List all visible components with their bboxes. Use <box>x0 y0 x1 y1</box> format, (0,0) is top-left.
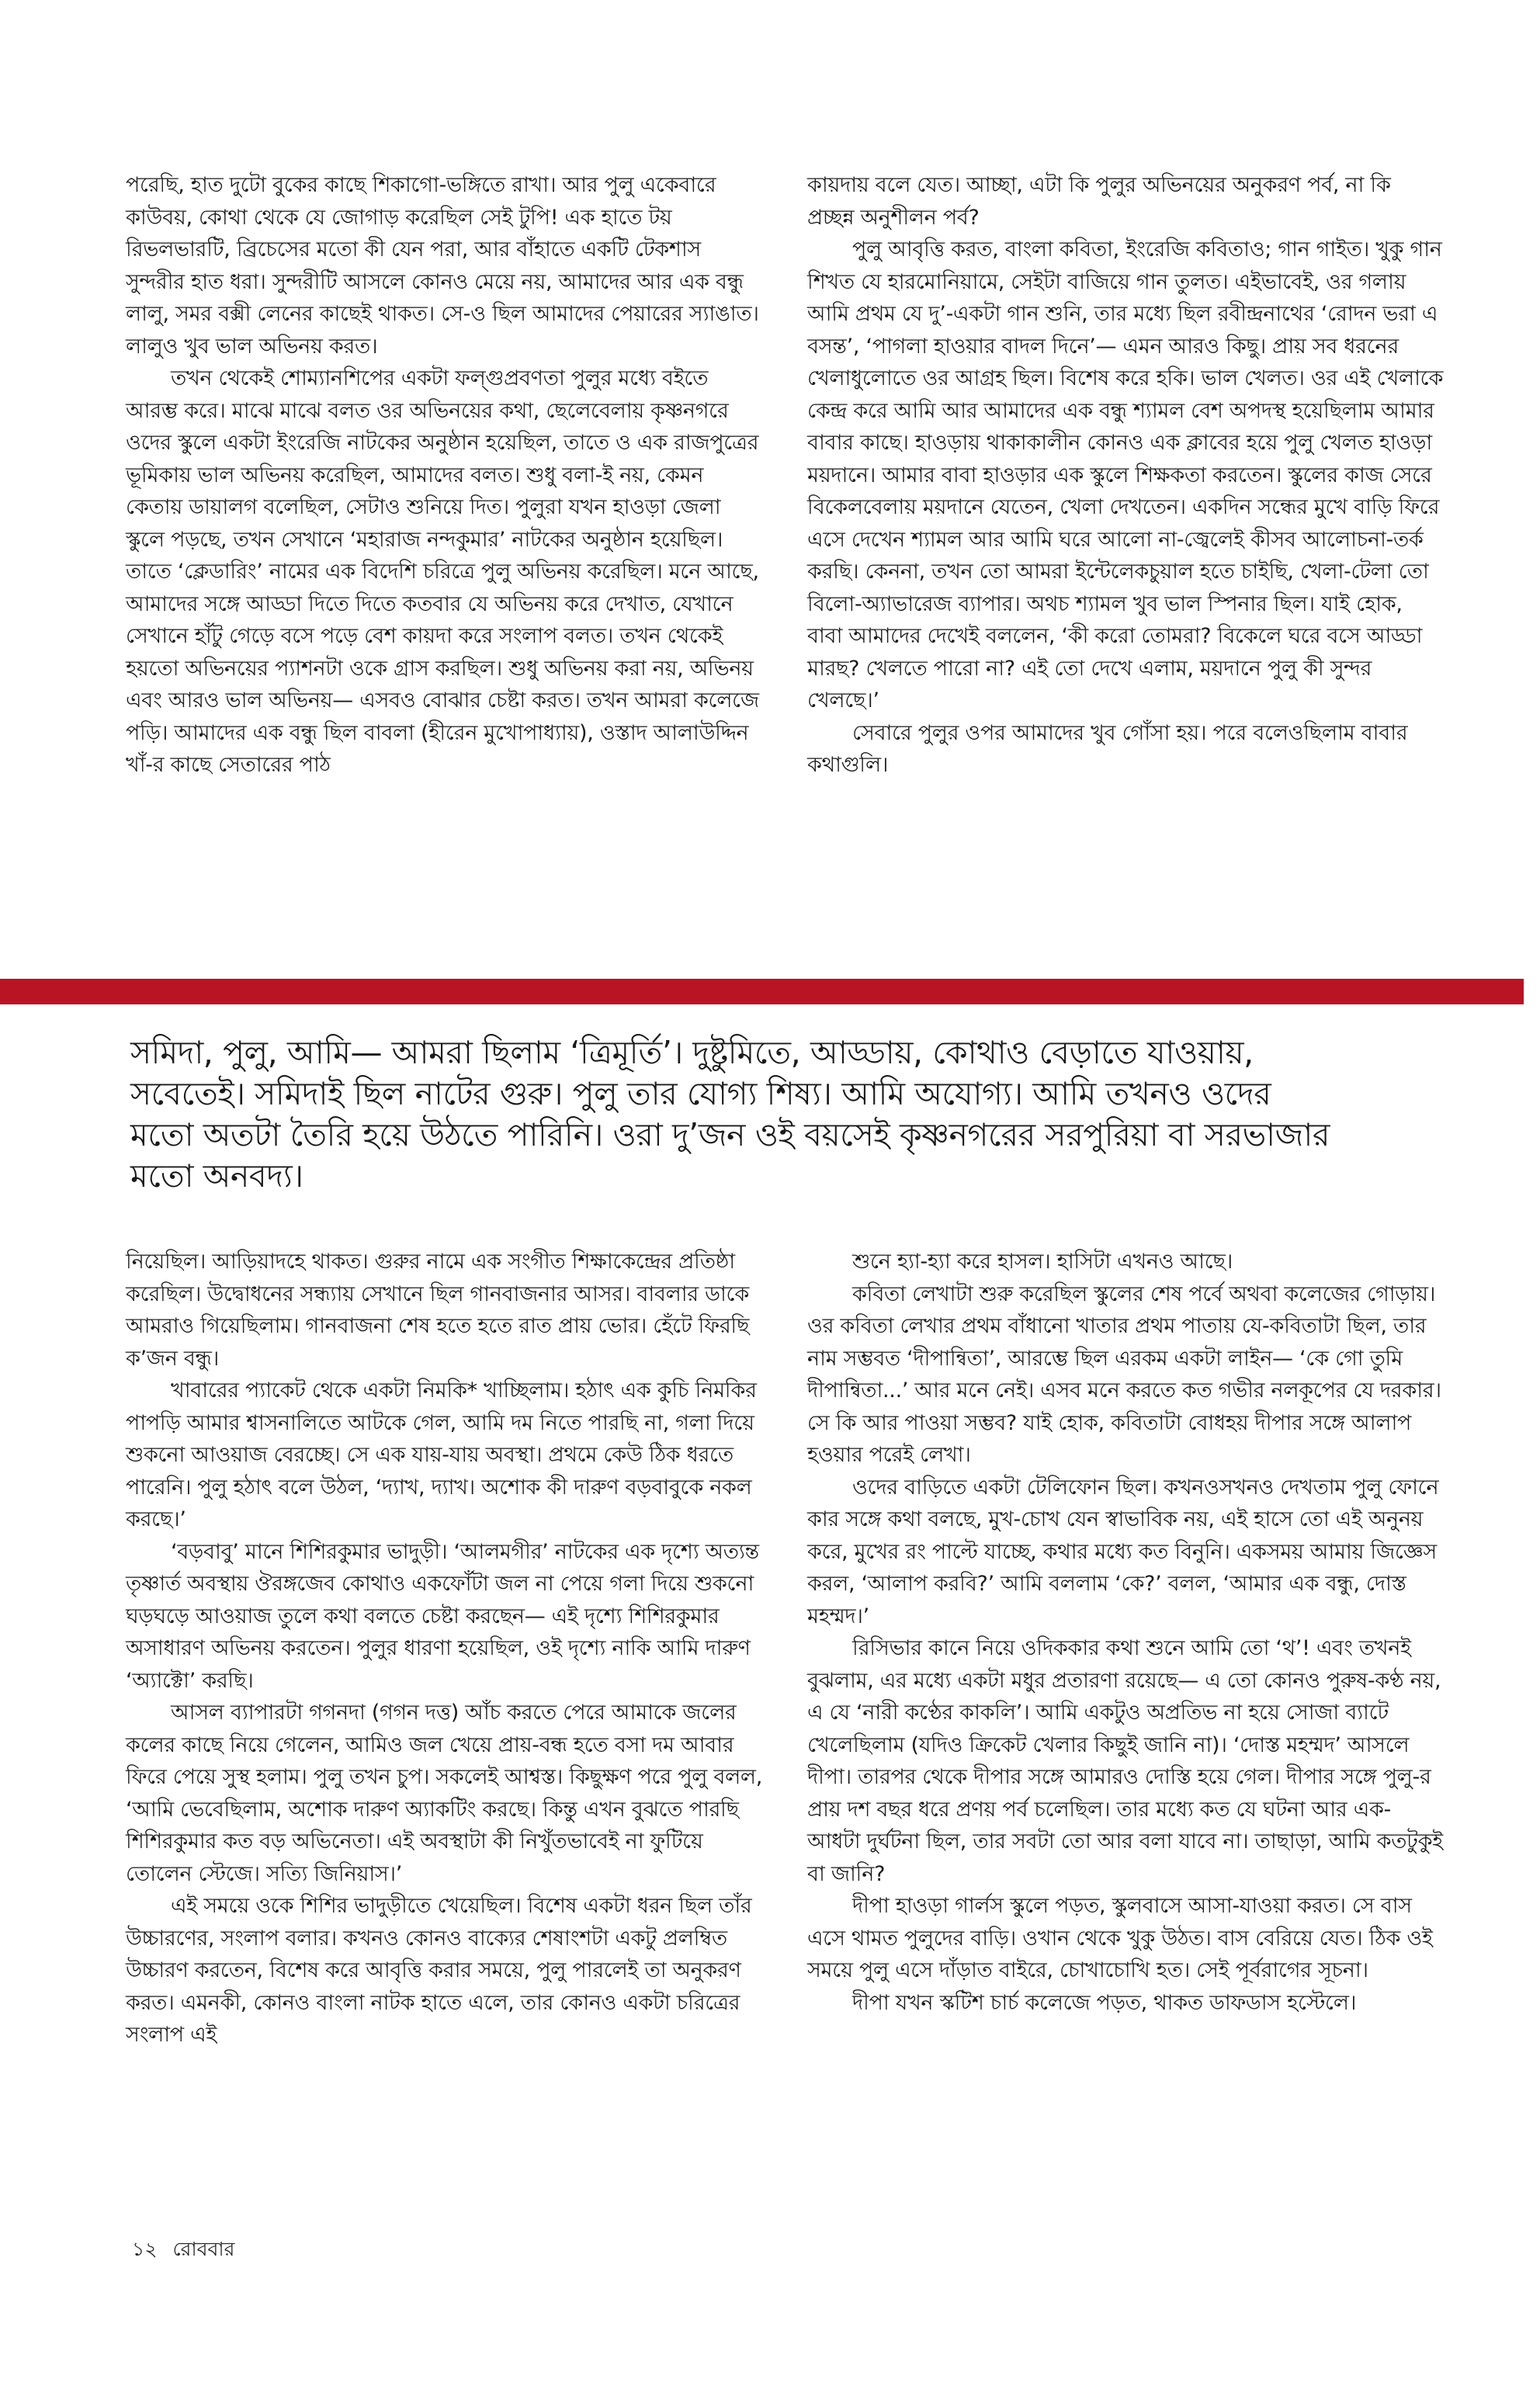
paragraph: দীপা হাওড়া গার্লস স্কুলে পড়ত, স্কুলবাসে আসা-যাওয়া করত। সে বাস এসে থামত পুলুদের বাড়ি। ওখান থেকে খুকু উঠত। বাস বেরিয়ে যেত। ঠিক ওই সময়ে পুলু এসে দাঁড়াত বাইরে, চোখাচোখি হত। সেই পূর্বরাগের সূচনা। <box>807 1894 1433 1982</box>
article-column-bottom-left <box>126 1246 762 2051</box>
article-column-bottom-right <box>807 1246 1444 2019</box>
paragraph: ওদের বাড়িতে একটা টেলিফোন ছিল। কখনওসখনও দেখতাম পুলু ফোনে কার সঙ্গে কথা বলছে, মুখ-চোখ যেন স্বাভাবিক নয়, এই হাসে তো এই অনুনয় করে, মুখের রং পাল্টে যাচ্ছে, কথার মধ্যে কত বিনুনি। একসময় আমায় জিজ্ঞেস করল, ‘আলাপ করবি?’ আমি বললাম ‘কে?’ বলল, ‘আমার এক বন্ধু, দোস্ত মহম্মদ।’ <box>807 1475 1439 1628</box>
paragraph: ‘বড়বাবু’ মানে শিশিরকুমার ভাদুড়ী। ‘আলমগীর’ নাটকের এক দৃশ্যে অত্যন্ত তৃষ্ণার্ত অবস্থায় ঔরঙ্গজেব কোথাও একফোঁটা জল না পেয়ে গলা দিয়ে শুকনো ঘড়ঘড়ে আওয়াজ তুলে কথা বলতে চেষ্টা করছেন— এই দৃশ্যে শিশিরকুমার অসাধারণ অভিনয় করতেন। পুলুর ধারণা হয়েছিল, ওই দৃশ্যে নাকি আমি দারুণ ‘অ্যাক্টো’ করছি। <box>126 1539 759 1693</box>
paragraph: দীপা যখন স্কটিশ চার্চ কলেজে পড়ত, থাকত ডাফডাস হস্টেলে। <box>852 1990 1357 2015</box>
paragraph: কায়দায় বলে যেত। আচ্ছা, এটা কি পুলুর অভিনয়ের অনুকরণ পর্ব, না কি প্রচ্ছন্ন অনুশীলন পর্ব? <box>807 173 1391 230</box>
paragraph: রিসিভার কানে নিয়ে ওদিককার কথা শুনে আমি তো ‘থ’! এবং তখনই বুঝলাম, এর মধ্যে একটা মধুর প্রতারণা রয়েছে— এ তো কোনও পুরুষ-কণ্ঠ নয়, এ যে ‘নারী কণ্ঠের কাকলি’। আমি একটুও অপ্রতিভ না হয়ে সোজা ব্যাটে খেলেছিলাম (যদিও ক্রিকেট খেলার কিছুই জানি না)। ‘দোস্ত মহম্মদ’ আসলে দীপা। তারপর থেকে দীপার সঙ্গে আমারও দোস্তি হয়ে গেল। দীপার সঙ্গে পুলু-র প্রায় দশ বছর ধরে প্রণয় পর্ব চলেছিল। তার মধ্যে কত যে ঘটনা আর এক-আধটা দুর্ঘটনা ছিল, তার সবটা তো আর বলা যাবে না। তাছাড়া, আমি কতটুকুই বা জানি? <box>807 1636 1443 1886</box>
publication-name: রোববার <box>172 2238 235 2260</box>
paragraph: এই সময়ে ওকে শিশির ভাদুড়ীতে খেয়েছিল। বিশেষ একটা ধরন ছিল তাঁর উচ্চারণের, সংলাপ বলার। কখনও কোনও বাক্যের শেষাংশটা একটু প্রলম্বিত উচ্চারণ করতেন, বিশেষ করে আবৃত্তি করার সময়ে, পুলু পারলেই তা অনুকরণ করত। এমনকী, কোনও বাংলা নাটক হাতে এলে, তার কোনও একটা চরিত্রের সংলাপ এই <box>126 1894 752 2047</box>
red-divider-bar <box>0 979 1524 1004</box>
paragraph: শুনে হ্যা-হ্যা করে হাসল। হাসিটা এখনও আছে। <box>852 1250 1233 1274</box>
paragraph: পরেছি, হাত দুটো বুকের কাছে শিকাগো-ভঙ্গিতে রাখা। আর পুলু একেবারে কাউবয়, কোথা থেকে যে জোগাড় করেছিল সেই টুপি! এক হাতে টয় রিভলভারটি, ব্রিচেসের মতো কী যেন পরা, আর বাঁহাতে একটি টেকশাস সুন্দরীর হাত ধরা। সুন্দরীটি আসলে কোনও মেয়ে নয়, আমাদের আর এক বন্ধু লালু, সমর বক্সী লেনের কাছেই থাকত। সে-ও ছিল আমাদের পেয়ারের স্যাঙাত। লালুও খুব ভাল অভিনয় করত। <box>126 173 759 359</box>
paragraph: কবিতা লেখাটা শুরু করেছিল স্কুলের শেষ পর্বে অথবা কলেজের গোড়ায়। ওর কবিতা লেখার প্রথম বাঁধানো খাতার প্রথম পাতায় যে-কবিতাটা ছিল, তার নাম সম্ভবত ‘দীপান্বিতা’, আরম্ভে ছিল এরকম একটা লাইন— ‘কে গো তুমি দীপান্বিতা...’ আর মনে নেই। এসব মনে করতে কত গভীর নলকূপের যে দরকার। সে কি আর পাওয়া সম্ভব? যাই হোক, কবিতাটা বোধহয় দীপার সঙ্গে আলাপ হওয়ার পরেই লেখা। <box>807 1281 1441 1467</box>
article-column-top-left <box>126 169 762 782</box>
page-footer <box>132 2234 234 2267</box>
page-number: ১২ <box>132 2238 158 2260</box>
paragraph: নিয়েছিল। আড়িয়াদহে থাকত। গুরুর নামে এক সংগীত শিক্ষাকেন্দ্রের প্রতিষ্ঠা করেছিল। উদ্বোধনের সন্ধ্যায় সেখানে ছিল গানবাজনার আসর। বাবলার ডাকে আমরাও গিয়েছিলাম। গানবাজনা শেষ হতে হতে রাত প্রায় ভোর। হেঁটে ফিরছি ক’জন বন্ধু। <box>126 1250 750 1371</box>
paragraph: পুলু আবৃত্তি করত, বাংলা কবিতা, ইংরেজি কবিতাও; গান গাইত। খুকু গান শিখত যে হারমোনিয়ামে, সেইটা বাজিয়ে গান তুলত। এইভাবেই, ওর গলায় আমি প্রথম যে দু’-একটা গান শুনি, তার মধ্যে ছিল রবীন্দ্রনাথের ‘রোদন ভরা এ বসন্ত’, ‘পাগলা হাওয়ার বাদল দিনে’— এমন আরও কিছু। প্রায় সব ধরনের খেলাধুলোতে ওর আগ্রহ ছিল। বিশেষ করে হকি। ভাল খেলত। ওর এই খেলাকে কেন্দ্র করে আমি আর আমাদের এক বন্ধু শ্যামল বেশ অপদস্থ হয়েছিলাম আমার বাবার কাছে। হাওড়ায় থাকাকালীন কোনও এক ক্লাবের হয়ে পুলু খেলত হাওড়া ময়দানে। আমার বাবা হাওড়ার এক স্কুলে শিক্ষকতা করতেন। স্কুলের কাজ সেরে বিকেলবেলায় ময়দানে যেতেন, খেলা দেখতেন। একদিন সন্ধের মুখে বাড়ি ফিরে এসে দেখেন শ্যামল আর আমি ঘরে আলো না-জ্বেলেই কীসব আলোচনা-তর্ক করছি। কেননা, তখন তো আমরা ইন্টেলেকচুয়াল হতে চাইছি, খেলা-টেলা তো বিলো-অ্যাভারেজ ব্যাপার। অথচ শ্যামল খুব ভাল স্পিনার ছিল। যাই হোক, বাবা আমাদের দেখেই বললেন, ‘কী করো তোমরা? বিকেলে ঘরে বসে আড্ডা মারছ? খেলতে পারো না? এই তো দেখে এলাম, ময়দানে পুলু কী সুন্দর খেলছে।’ <box>807 238 1444 713</box>
paragraph: তখন থেকেই শোম্যানশিপের একটা ফল্গুপ্রবণতা পুলুর মধ্যে বইতে আরম্ভ করে। মাঝে মাঝে বলত ওর অভিনয়ের কথা, ছেলেবেলায় কৃষ্ণনগরে ওদের স্কুলে একটা ইংরেজি নাটকের অনুষ্ঠান হয়েছিল, তাতে ও এক রাজপুত্রের ভূমিকায় ভাল অভিনয় করেছিল, আমাদের বলত। শুধু বলা-ই নয়, কেমন কেতায় ডায়ালগ বলেছিল, সেটাও শুনিয়ে দিত। পুলুরা যখন হাওড়া জেলা স্কুলে পড়ছে, তখন সেখানে ‘মহারাজ নন্দকুমার’ নাটকের অনুষ্ঠান হয়েছিল। তাতে ‘ক্লেডারিং’ নামের এক বিদেশি চরিত্রে পুলু অভিনয় করেছিল। মনে আছে, আমাদের সঙ্গে আড্ডা দিতে দিতে কতবার যে অভিনয় করে দেখাত, যেখানে সেখানে হাঁটু গেড়ে বসে পড়ে বেশ কায়দা করে সংলাপ বলত। তখন থেকেই হয়তো অভিনয়ের প্যাশনটা ওকে গ্রাস করছিল। শুধু অভিনয় করা নয়, অভিনয় এবং আরও ভাল অভিনয়— এসবও বোঝার চেষ্টা করত। তখন আমরা কলেজে পড়ি। আমাদের এক বন্ধু ছিল বাবলা (হীরেন মুখোপাধ্যায়), ওস্তাদ আলাউদ্দিন খাঁ-র কাছে সেতারের পাঠ <box>126 366 759 777</box>
article-column-top-right <box>807 169 1444 782</box>
paragraph: আসল ব্যাপারটা গগনদা (গগন দত্ত) আঁচ করতে পেরে আমাকে জলের কলের কাছে নিয়ে গেলেন, আমিও জল খেয়ে প্রায়-বন্ধ হতে বসা দম আবার ফিরে পেয়ে সুস্থ হলাম। পুলু তখন চুপ। সকলেই আশ্বস্ত। কিছুক্ষণ পরে পুলু বলল, ‘আমি ভেবেছিলাম, অশোক দারুণ অ্যাকটিং করছে। কিন্তু এখন বুঝতে পারছি শিশিরকুমার কত বড় অভিনেতা। এই অবস্থাটা কী নিখুঁতভাবেই না ফুটিয়ে তোলেন স্টেজে। সত্যি জিনিয়াস।’ <box>126 1701 762 1886</box>
paragraph: সেবারে পুলুর ওপর আমাদের খুব গোঁসা হয়। পরে বলেওছিলাম বাবার কথাগুলি। <box>807 720 1408 777</box>
pull-quote-text: সমিদা, পুলু, আমি— আমরা ছিলাম ‘ত্রিমূর্তি’। দুষ্টুমিতে, আড্ডায়, কোথাও বেড়াতে যাওয়ায়, সবেতেই। সমিদাই ছিল নাটের গুরু। পুলু তার যোগ্য শিষ্য। আমি অযোগ্য। আমি তখনও ওদের মতো অতটা তৈরি হয়ে উঠতে পারিনি। ওরা দু’জন ওই বয়সেই কৃষ্ণনগরের সরপুরিয়া বা সরভাজার মতো অনবদ্য। <box>130 1034 1330 1195</box>
paragraph: খাবারের প্যাকেট থেকে একটা নিমকি* খাচ্ছিলাম। হঠাৎ এক কুচি নিমকির পাপড়ি আমার শ্বাসনালিতে আটকে গেল, আমি দম নিতে পারছি না, গলা দিয়ে শুকনো আওয়াজ বেরচ্ছে। সে এক যায়-যায় অবস্থা। প্রথমে কেউ ঠিক ধরতে পারেনি। পুলু হঠাৎ বলে উঠল, ‘দ্যাখ, দ্যাখ। অশোক কী দারুণ বড়বাবুকে নকল করছে।’ <box>126 1379 757 1531</box>
pull-quote <box>130 1032 1341 1197</box>
